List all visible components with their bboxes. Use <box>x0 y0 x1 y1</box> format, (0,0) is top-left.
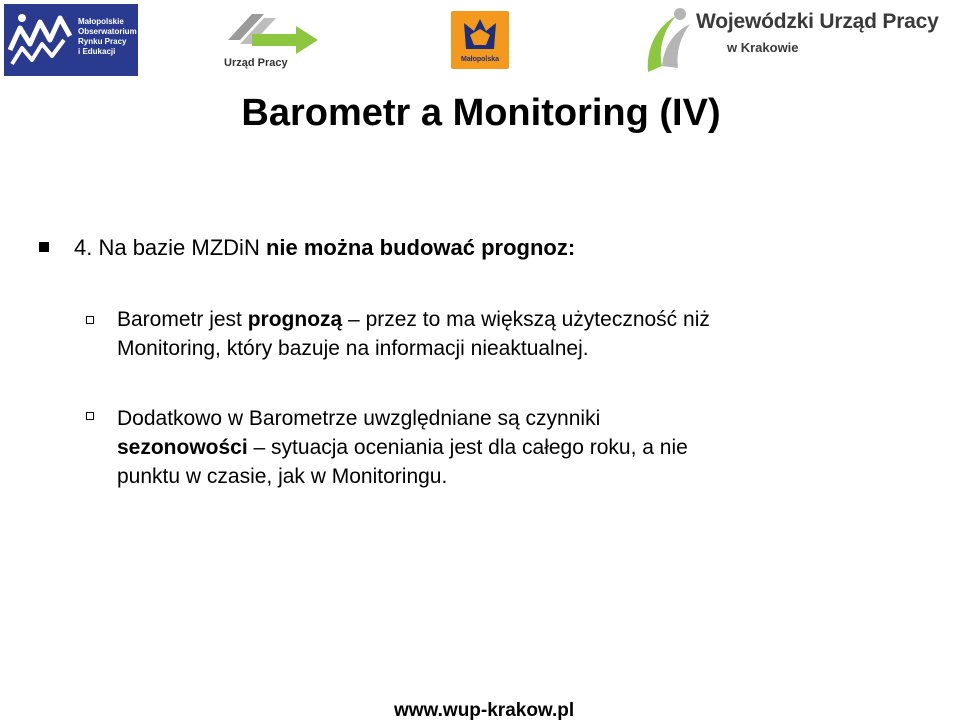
urzad-pracy-text: Urząd Pracy <box>224 57 288 69</box>
slide-title: Barometr a Monitoring (IV) <box>241 92 721 134</box>
subpoint-2-line-2: sezonowości – sytuacja oceniania jest dla całego roku, a nie <box>117 436 688 459</box>
subpoint-1-line-2: Monitoring, który bazuje na informacji nieaktualnej. <box>117 337 589 360</box>
bullet-square-icon <box>39 242 49 252</box>
subpoint-2-line-3: punktu w czasie, jak w Monitoringu. <box>117 465 448 488</box>
footer-url: www.wup-krakow.pl <box>394 700 575 721</box>
subpoint-1-line-1: Barometr jest prognozą – przez to ma większą użyteczność niż <box>117 308 710 331</box>
urzad-pracy-arrow-icon <box>222 10 322 56</box>
wup-swoosh-icon <box>640 6 696 76</box>
obserwatorium-logo <box>4 4 138 76</box>
subpoint-2-line-1: Dodatkowo w Barometrze uwzględniane są czynniki <box>117 407 601 430</box>
sub-bullet-icon <box>86 316 94 324</box>
malopolska-logo <box>451 11 509 69</box>
malopolska-text: Małopolska <box>460 56 500 63</box>
wup-title: Wojewódzki Urząd Pracy <box>696 10 939 33</box>
sub-bullet-icon <box>86 412 94 420</box>
wup-subtitle: w Krakowie <box>727 40 799 55</box>
urzad-pracy-logo <box>222 10 322 72</box>
obserwatorium-mark-icon <box>8 10 74 70</box>
header-logos <box>0 0 960 80</box>
wup-logo <box>640 6 958 76</box>
malopolska-crest-icon <box>460 15 500 55</box>
main-point: 4. Na bazie MZDiN nie można budować prognoz: <box>74 235 576 260</box>
obserwatorium-text: Małopolskie Obserwatorium Rynku Pracy i Edukacji <box>78 17 137 56</box>
